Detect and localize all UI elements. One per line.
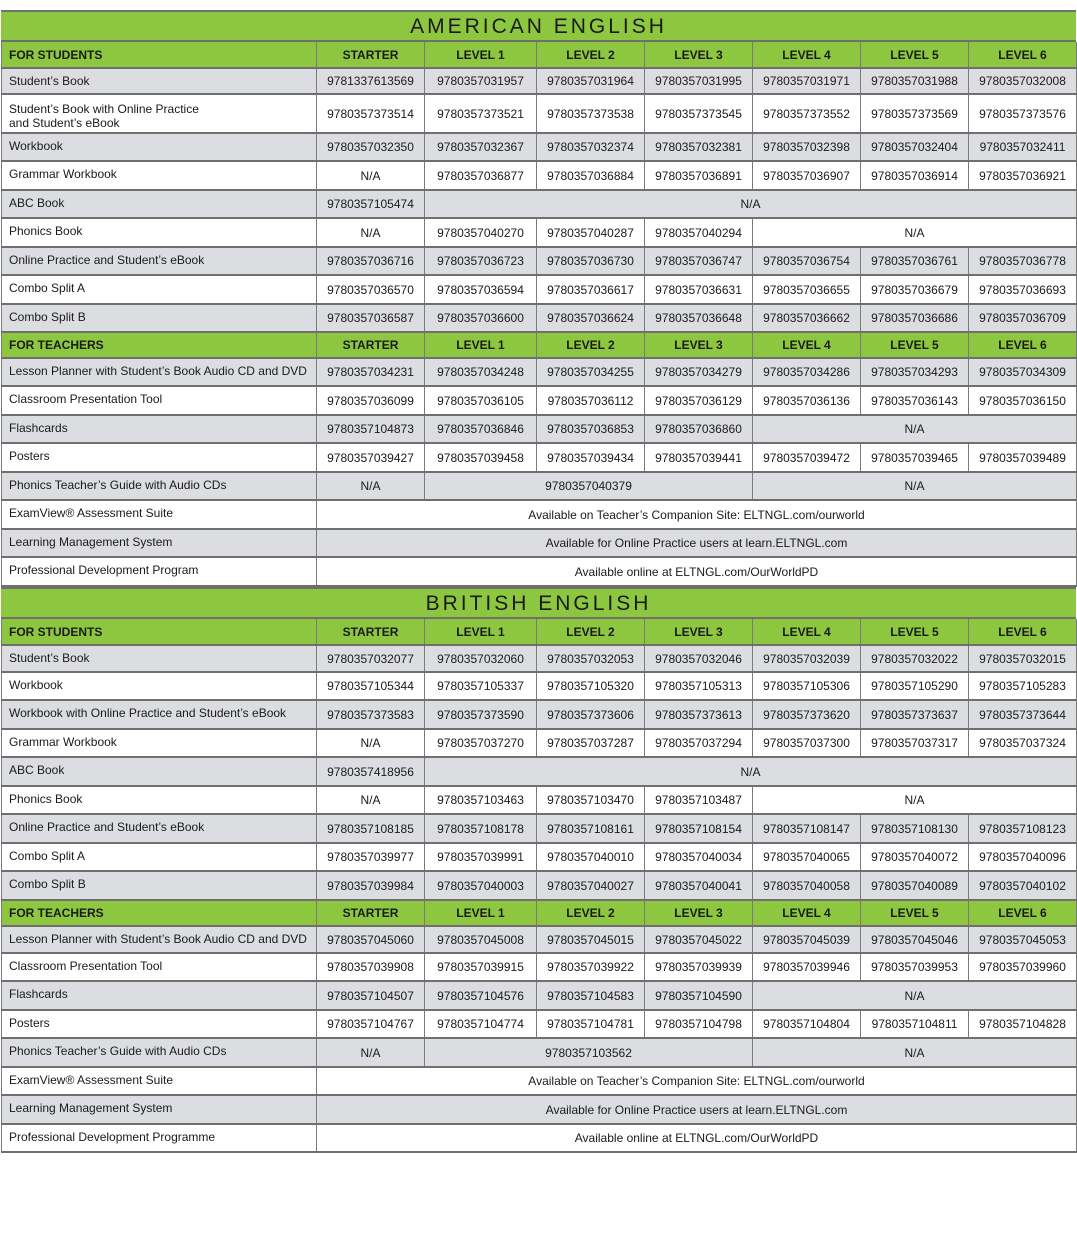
isbn-cell: 9780357032060	[425, 645, 537, 672]
isbn-cell: 9780357036860	[645, 415, 753, 443]
isbn-cell: 9780357040270	[425, 218, 537, 247]
isbn-cell: 9780357373514	[317, 94, 425, 133]
isbn-cell: 9780357108130	[861, 814, 969, 843]
isbn-cell: 9780357373569	[861, 94, 969, 133]
isbn-cell: 9780357032367	[425, 133, 537, 161]
column-header: LEVEL 5	[861, 900, 969, 926]
for-teachers-header	[2, 900, 1077, 926]
isbn-cell: 9780357031995	[645, 68, 753, 94]
row-label: Posters	[2, 443, 317, 472]
isbn-cell: 9780357039472	[753, 443, 861, 472]
row-label: Classroom Presentation Tool	[2, 386, 317, 415]
isbn-cell: 9780357039922	[537, 953, 645, 981]
isbn-cell: N/A	[317, 786, 425, 814]
isbn-cell: 9780357036730	[537, 247, 645, 275]
isbn-cell: 9780357034279	[645, 358, 753, 386]
section-label: FOR TEACHERS	[2, 332, 317, 358]
isbn-cell: 9780357373583	[317, 700, 425, 729]
isbn-cell: 9780357036914	[861, 161, 969, 190]
table-row	[2, 247, 1077, 275]
isbn-cell: 9780357105290	[861, 672, 969, 700]
availability-note: Available online at ELTNGL.com/OurWorldPD	[317, 1124, 1077, 1152]
isbn-cell: 9780357103562	[425, 1038, 753, 1067]
row-label: ExamView® Assessment Suite	[2, 500, 317, 529]
isbn-cell: N/A	[317, 218, 425, 247]
table-row	[2, 700, 1077, 729]
isbn-cell: 9780357032046	[645, 645, 753, 672]
isbn-cell: 9780357034231	[317, 358, 425, 386]
row-label: Learning Management System	[2, 529, 317, 557]
column-header: LEVEL 2	[537, 332, 645, 358]
isbn-cell: 9780357105320	[537, 672, 645, 700]
isbn-cell: 9780357045022	[645, 926, 753, 953]
table-row	[2, 645, 1077, 672]
row-label: Grammar Workbook	[2, 161, 317, 190]
isbn-cell: 9780357104811	[861, 1010, 969, 1038]
isbn-cell: 9780357036105	[425, 386, 537, 415]
row-label: Online Practice and Student’s eBook	[2, 814, 317, 843]
isbn-cell: 9780357036648	[645, 304, 753, 332]
isbn-cell: 9780357108147	[753, 814, 861, 843]
na-cell: N/A	[753, 1038, 1077, 1067]
isbn-cell: 9780357036679	[861, 275, 969, 304]
availability-note: Available online at ELTNGL.com/OurWorldPD	[317, 557, 1077, 586]
row-label: Combo Split B	[2, 871, 317, 900]
isbn-cell: 9780357105313	[645, 672, 753, 700]
isbn-cell: 9780357373637	[861, 700, 969, 729]
isbn-cell: 9780357040010	[537, 843, 645, 871]
isbn-cell: 9780357373552	[753, 94, 861, 133]
column-header: LEVEL 4	[753, 42, 861, 68]
isbn-cell: 9780357103463	[425, 786, 537, 814]
isbn-cell: 9780357031971	[753, 68, 861, 94]
table-row	[2, 190, 1077, 218]
row-label: ExamView® Assessment Suite	[2, 1067, 317, 1095]
isbn-cell: 9780357034286	[753, 358, 861, 386]
isbn-cell: 9780357040065	[753, 843, 861, 871]
isbn-cell: 9780357040003	[425, 871, 537, 900]
availability-note: Available for Online Practice users at learn.ELTNGL.com	[317, 529, 1077, 557]
american-english-table	[1, 42, 1077, 587]
isbn-cell: 9780357037287	[537, 729, 645, 757]
isbn-cell: 9780357036761	[861, 247, 969, 275]
isbn-cell: 9780357373521	[425, 94, 537, 133]
isbn-cell: 9780357373538	[537, 94, 645, 133]
isbn-cell: 9780357036723	[425, 247, 537, 275]
column-header: LEVEL 2	[537, 619, 645, 645]
isbn-cell: 9780357036754	[753, 247, 861, 275]
row-label: Flashcards	[2, 981, 317, 1010]
isbn-cell: 9780357045053	[969, 926, 1077, 953]
row-label: Phonics Book	[2, 786, 317, 814]
column-header: LEVEL 2	[537, 42, 645, 68]
isbn-cell: 9780357373606	[537, 700, 645, 729]
row-label: Lesson Planner with Student’s Book Audio CD and DVD	[2, 358, 317, 386]
isbn-cell: 9780357039434	[537, 443, 645, 472]
row-label: Lesson Planner with Student’s Book Audio CD and DVD	[2, 926, 317, 953]
section-label: FOR STUDENTS	[2, 619, 317, 645]
isbn-cell: 9780357040072	[861, 843, 969, 871]
isbn-cell: 9780357045046	[861, 926, 969, 953]
isbn-cell: 9780357039915	[425, 953, 537, 981]
row-label: ABC Book	[2, 190, 317, 218]
isbn-cell: 9780357037317	[861, 729, 969, 757]
column-header: LEVEL 3	[645, 900, 753, 926]
table-row	[2, 275, 1077, 304]
column-header: LEVEL 6	[969, 900, 1077, 926]
table-row	[2, 926, 1077, 953]
isbn-cell: 9780357036600	[425, 304, 537, 332]
isbn-cell: 9780357037300	[753, 729, 861, 757]
isbn-cell: 9780357104576	[425, 981, 537, 1010]
isbn-cell: 9780357373644	[969, 700, 1077, 729]
isbn-cell: 9780357032411	[969, 133, 1077, 161]
isbn-cell: 9780357036143	[861, 386, 969, 415]
isbn-cell: 9780357036907	[753, 161, 861, 190]
isbn-cell: 9780357104507	[317, 981, 425, 1010]
na-cell: N/A	[753, 786, 1077, 814]
availability-note: Available on Teacher’s Companion Site: ELTNGL.com/ourworld	[317, 1067, 1077, 1095]
isbn-cell: 9780357032022	[861, 645, 969, 672]
table-row	[2, 133, 1077, 161]
isbn-cell: 9780357036112	[537, 386, 645, 415]
isbn-cell: 9780357037270	[425, 729, 537, 757]
isbn-cell: N/A	[317, 161, 425, 190]
table-row	[2, 1038, 1077, 1067]
isbn-cell: 9780357108178	[425, 814, 537, 843]
isbn-cell: 9780357036686	[861, 304, 969, 332]
row-label: Learning Management System	[2, 1095, 317, 1124]
row-label: Phonics Teacher’s Guide with Audio CDs	[2, 472, 317, 500]
row-label: ABC Book	[2, 757, 317, 786]
isbn-cell: 9781337613569	[317, 68, 425, 94]
isbn-cell: 9780357105344	[317, 672, 425, 700]
isbn-cell: 9780357032374	[537, 133, 645, 161]
table-row	[2, 814, 1077, 843]
isbn-cell: 9780357036716	[317, 247, 425, 275]
isbn-cell: 9780357039465	[861, 443, 969, 472]
table-row	[2, 729, 1077, 757]
isbn-cell: 9780357036693	[969, 275, 1077, 304]
isbn-cell: 9780357034309	[969, 358, 1077, 386]
row-label: Student’s Book	[2, 645, 317, 672]
isbn-cell: 9780357036655	[753, 275, 861, 304]
isbn-cell: 9780357104583	[537, 981, 645, 1010]
isbn-cell: 9780357036778	[969, 247, 1077, 275]
isbn-cell: 9780357040027	[537, 871, 645, 900]
isbn-cell: 9780357036617	[537, 275, 645, 304]
column-header: LEVEL 3	[645, 332, 753, 358]
isbn-cell: 9780357036150	[969, 386, 1077, 415]
isbn-cell: 9780357373613	[645, 700, 753, 729]
column-header: STARTER	[317, 900, 425, 926]
isbn-cell: 9780357036136	[753, 386, 861, 415]
table-row	[2, 161, 1077, 190]
isbn-cell: 9780357105474	[317, 190, 425, 218]
column-header: LEVEL 6	[969, 332, 1077, 358]
isbn-cell: 9780357104873	[317, 415, 425, 443]
row-label: Professional Development Programme	[2, 1124, 317, 1152]
table-row	[2, 757, 1077, 786]
row-label: Phonics Teacher’s Guide with Audio CDs	[2, 1038, 317, 1067]
isbn-cell: 9780357036884	[537, 161, 645, 190]
row-label: Classroom Presentation Tool	[2, 953, 317, 981]
column-header: LEVEL 6	[969, 619, 1077, 645]
column-header: LEVEL 4	[753, 332, 861, 358]
na-cell: N/A	[753, 472, 1077, 500]
isbn-cell: 9780357045039	[753, 926, 861, 953]
isbn-cell: 9780357036891	[645, 161, 753, 190]
row-label: Professional Development Program	[2, 557, 317, 586]
section-label: FOR STUDENTS	[2, 42, 317, 68]
isbn-cell: 9780357040034	[645, 843, 753, 871]
isbn-cell: 9780357373545	[645, 94, 753, 133]
isbn-cell: 9780357032404	[861, 133, 969, 161]
column-header: LEVEL 5	[861, 332, 969, 358]
row-label: Workbook with Online Practice and Student’s eBook	[2, 700, 317, 729]
availability-note: Available on Teacher’s Companion Site: ELTNGL.com/ourworld	[317, 500, 1077, 529]
isbn-cell: 9780357032350	[317, 133, 425, 161]
isbn-cell: N/A	[317, 472, 425, 500]
isbn-cell: 9780357373590	[425, 700, 537, 729]
isbn-cell: 9780357032008	[969, 68, 1077, 94]
isbn-cell: 9780357034248	[425, 358, 537, 386]
isbn-cell: 9780357037324	[969, 729, 1077, 757]
row-label: Workbook	[2, 672, 317, 700]
isbn-cell: 9780357108161	[537, 814, 645, 843]
isbn-cell: 9780357373620	[753, 700, 861, 729]
for-students-header	[2, 42, 1077, 68]
isbn-cell: 9780357105283	[969, 672, 1077, 700]
isbn-cell: 9780357105306	[753, 672, 861, 700]
isbn-cell: 9780357040287	[537, 218, 645, 247]
isbn-cell: 9780357036846	[425, 415, 537, 443]
column-header: LEVEL 4	[753, 619, 861, 645]
column-header: STARTER	[317, 42, 425, 68]
table-row	[2, 529, 1077, 557]
isbn-cell: 9780357039939	[645, 953, 753, 981]
column-header: LEVEL 1	[425, 619, 537, 645]
isbn-cell: 9780357039984	[317, 871, 425, 900]
isbn-cell: 9780357040041	[645, 871, 753, 900]
table-row	[2, 68, 1077, 94]
column-header: STARTER	[317, 332, 425, 358]
isbn-cell: 9780357031988	[861, 68, 969, 94]
isbn-cell: 9780357036853	[537, 415, 645, 443]
row-label: Phonics Book	[2, 218, 317, 247]
isbn-cell: 9780357036921	[969, 161, 1077, 190]
row-label: Online Practice and Student’s eBook	[2, 247, 317, 275]
isbn-cell: 9780357036624	[537, 304, 645, 332]
section-label: FOR TEACHERS	[2, 900, 317, 926]
isbn-cell: 9780357032398	[753, 133, 861, 161]
for-students-header	[2, 619, 1077, 645]
availability-note: Available for Online Practice users at learn.ELTNGL.com	[317, 1095, 1077, 1124]
isbn-cell: N/A	[317, 1038, 425, 1067]
isbn-cell: 9780357039489	[969, 443, 1077, 472]
isbn-cell: 9780357039953	[861, 953, 969, 981]
isbn-cell: 9780357105337	[425, 672, 537, 700]
table-row	[2, 94, 1077, 133]
british-english-table	[1, 619, 1077, 1153]
na-cell: N/A	[753, 981, 1077, 1010]
table-row	[2, 1067, 1077, 1095]
isbn-cell: 9780357045015	[537, 926, 645, 953]
isbn-cell: 9780357036099	[317, 386, 425, 415]
row-label: Student’s Book	[2, 68, 317, 94]
table-row	[2, 500, 1077, 529]
row-label: Combo Split A	[2, 843, 317, 871]
isbn-cell: 9780357032053	[537, 645, 645, 672]
table-row	[2, 557, 1077, 586]
column-header: LEVEL 5	[861, 619, 969, 645]
isbn-cell: 9780357039908	[317, 953, 425, 981]
table-row	[2, 786, 1077, 814]
american-english-title: AMERICAN ENGLISH	[1, 10, 1076, 42]
isbn-cell: 9780357032015	[969, 645, 1077, 672]
table-row	[2, 1124, 1077, 1152]
row-label: Combo Split B	[2, 304, 317, 332]
isbn-cell: 9780357036587	[317, 304, 425, 332]
isbn-cell: 9780357036747	[645, 247, 753, 275]
isbn-cell: 9780357373576	[969, 94, 1077, 133]
isbn-cell: 9780357103487	[645, 786, 753, 814]
isbn-cell: N/A	[317, 729, 425, 757]
table-row	[2, 1010, 1077, 1038]
isbn-cell: 9780357031964	[537, 68, 645, 94]
isbn-cell: 9780357040058	[753, 871, 861, 900]
column-header: LEVEL 4	[753, 900, 861, 926]
isbn-cell: 9780357104781	[537, 1010, 645, 1038]
row-label-text: Student’s Book with Online Practice and Student’s eBook	[9, 102, 199, 130]
isbn-cell: 9780357036631	[645, 275, 753, 304]
na-cell: N/A	[753, 415, 1077, 443]
table-row	[2, 981, 1077, 1010]
table-row	[2, 386, 1077, 415]
table-row	[2, 218, 1077, 247]
isbn-cell: 9780357036662	[753, 304, 861, 332]
table-row	[2, 304, 1077, 332]
isbn-cell: 9780357108123	[969, 814, 1077, 843]
isbn-cell: 9780357104828	[969, 1010, 1077, 1038]
isbn-cell: 9780357108185	[317, 814, 425, 843]
isbn-cell: 9780357040089	[861, 871, 969, 900]
isbn-cell: 9780357032039	[753, 645, 861, 672]
isbn-cell: 9780357418956	[317, 757, 425, 786]
isbn-cell: 9780357034255	[537, 358, 645, 386]
row-label: Workbook	[2, 133, 317, 161]
column-header: LEVEL 6	[969, 42, 1077, 68]
isbn-cell: 9780357039977	[317, 843, 425, 871]
for-teachers-header	[2, 332, 1077, 358]
isbn-cell: 9780357104798	[645, 1010, 753, 1038]
table-row	[2, 1095, 1077, 1124]
isbn-cell: 9780357032077	[317, 645, 425, 672]
isbn-cell: 9780357103470	[537, 786, 645, 814]
table-row	[2, 953, 1077, 981]
row-label: Grammar Workbook	[2, 729, 317, 757]
isbn-cell: 9780357031957	[425, 68, 537, 94]
column-header: LEVEL 1	[425, 332, 537, 358]
isbn-cell: 9780357045008	[425, 926, 537, 953]
na-cell: N/A	[425, 757, 1077, 786]
isbn-cell: 9780357039441	[645, 443, 753, 472]
na-cell: N/A	[753, 218, 1077, 247]
isbn-cell: 9780357104774	[425, 1010, 537, 1038]
british-english-title: BRITISH ENGLISH	[1, 587, 1076, 619]
isbn-cell: 9780357036877	[425, 161, 537, 190]
isbn-cell: 9780357045060	[317, 926, 425, 953]
isbn-cell: 9780357108154	[645, 814, 753, 843]
isbn-cell: 9780357040102	[969, 871, 1077, 900]
isbn-cell: 9780357040294	[645, 218, 753, 247]
table-row	[2, 358, 1077, 386]
isbn-cell: 9780357039427	[317, 443, 425, 472]
isbn-cell: 9780357036709	[969, 304, 1077, 332]
isbn-cell: 9780357104767	[317, 1010, 425, 1038]
isbn-cell: 9780357040379	[425, 472, 753, 500]
isbn-cell: 9780357039458	[425, 443, 537, 472]
isbn-cell: 9780357036594	[425, 275, 537, 304]
column-header: LEVEL 3	[645, 42, 753, 68]
table-row	[2, 871, 1077, 900]
isbn-cell: 9780357040096	[969, 843, 1077, 871]
isbn-cell: 9780357104590	[645, 981, 753, 1010]
column-header: LEVEL 2	[537, 900, 645, 926]
table-row	[2, 472, 1077, 500]
table-row	[2, 843, 1077, 871]
isbn-cell: 9780357036570	[317, 275, 425, 304]
isbn-cell: 9780357039946	[753, 953, 861, 981]
row-label: Flashcards	[2, 415, 317, 443]
column-header: STARTER	[317, 619, 425, 645]
isbn-cell: 9780357039991	[425, 843, 537, 871]
table-row	[2, 415, 1077, 443]
table-row	[2, 443, 1077, 472]
na-cell: N/A	[425, 190, 1077, 218]
column-header: LEVEL 1	[425, 42, 537, 68]
row-label: Posters	[2, 1010, 317, 1038]
isbn-cell: 9780357104804	[753, 1010, 861, 1038]
column-header: LEVEL 5	[861, 42, 969, 68]
column-header: LEVEL 3	[645, 619, 753, 645]
isbn-cell: 9780357034293	[861, 358, 969, 386]
isbn-cell: 9780357032381	[645, 133, 753, 161]
table-row	[2, 672, 1077, 700]
column-header: LEVEL 1	[425, 900, 537, 926]
isbn-cell: 9780357036129	[645, 386, 753, 415]
isbn-cell: 9780357037294	[645, 729, 753, 757]
isbn-cell: 9780357039960	[969, 953, 1077, 981]
row-label	[2, 94, 317, 133]
row-label: Combo Split A	[2, 275, 317, 304]
